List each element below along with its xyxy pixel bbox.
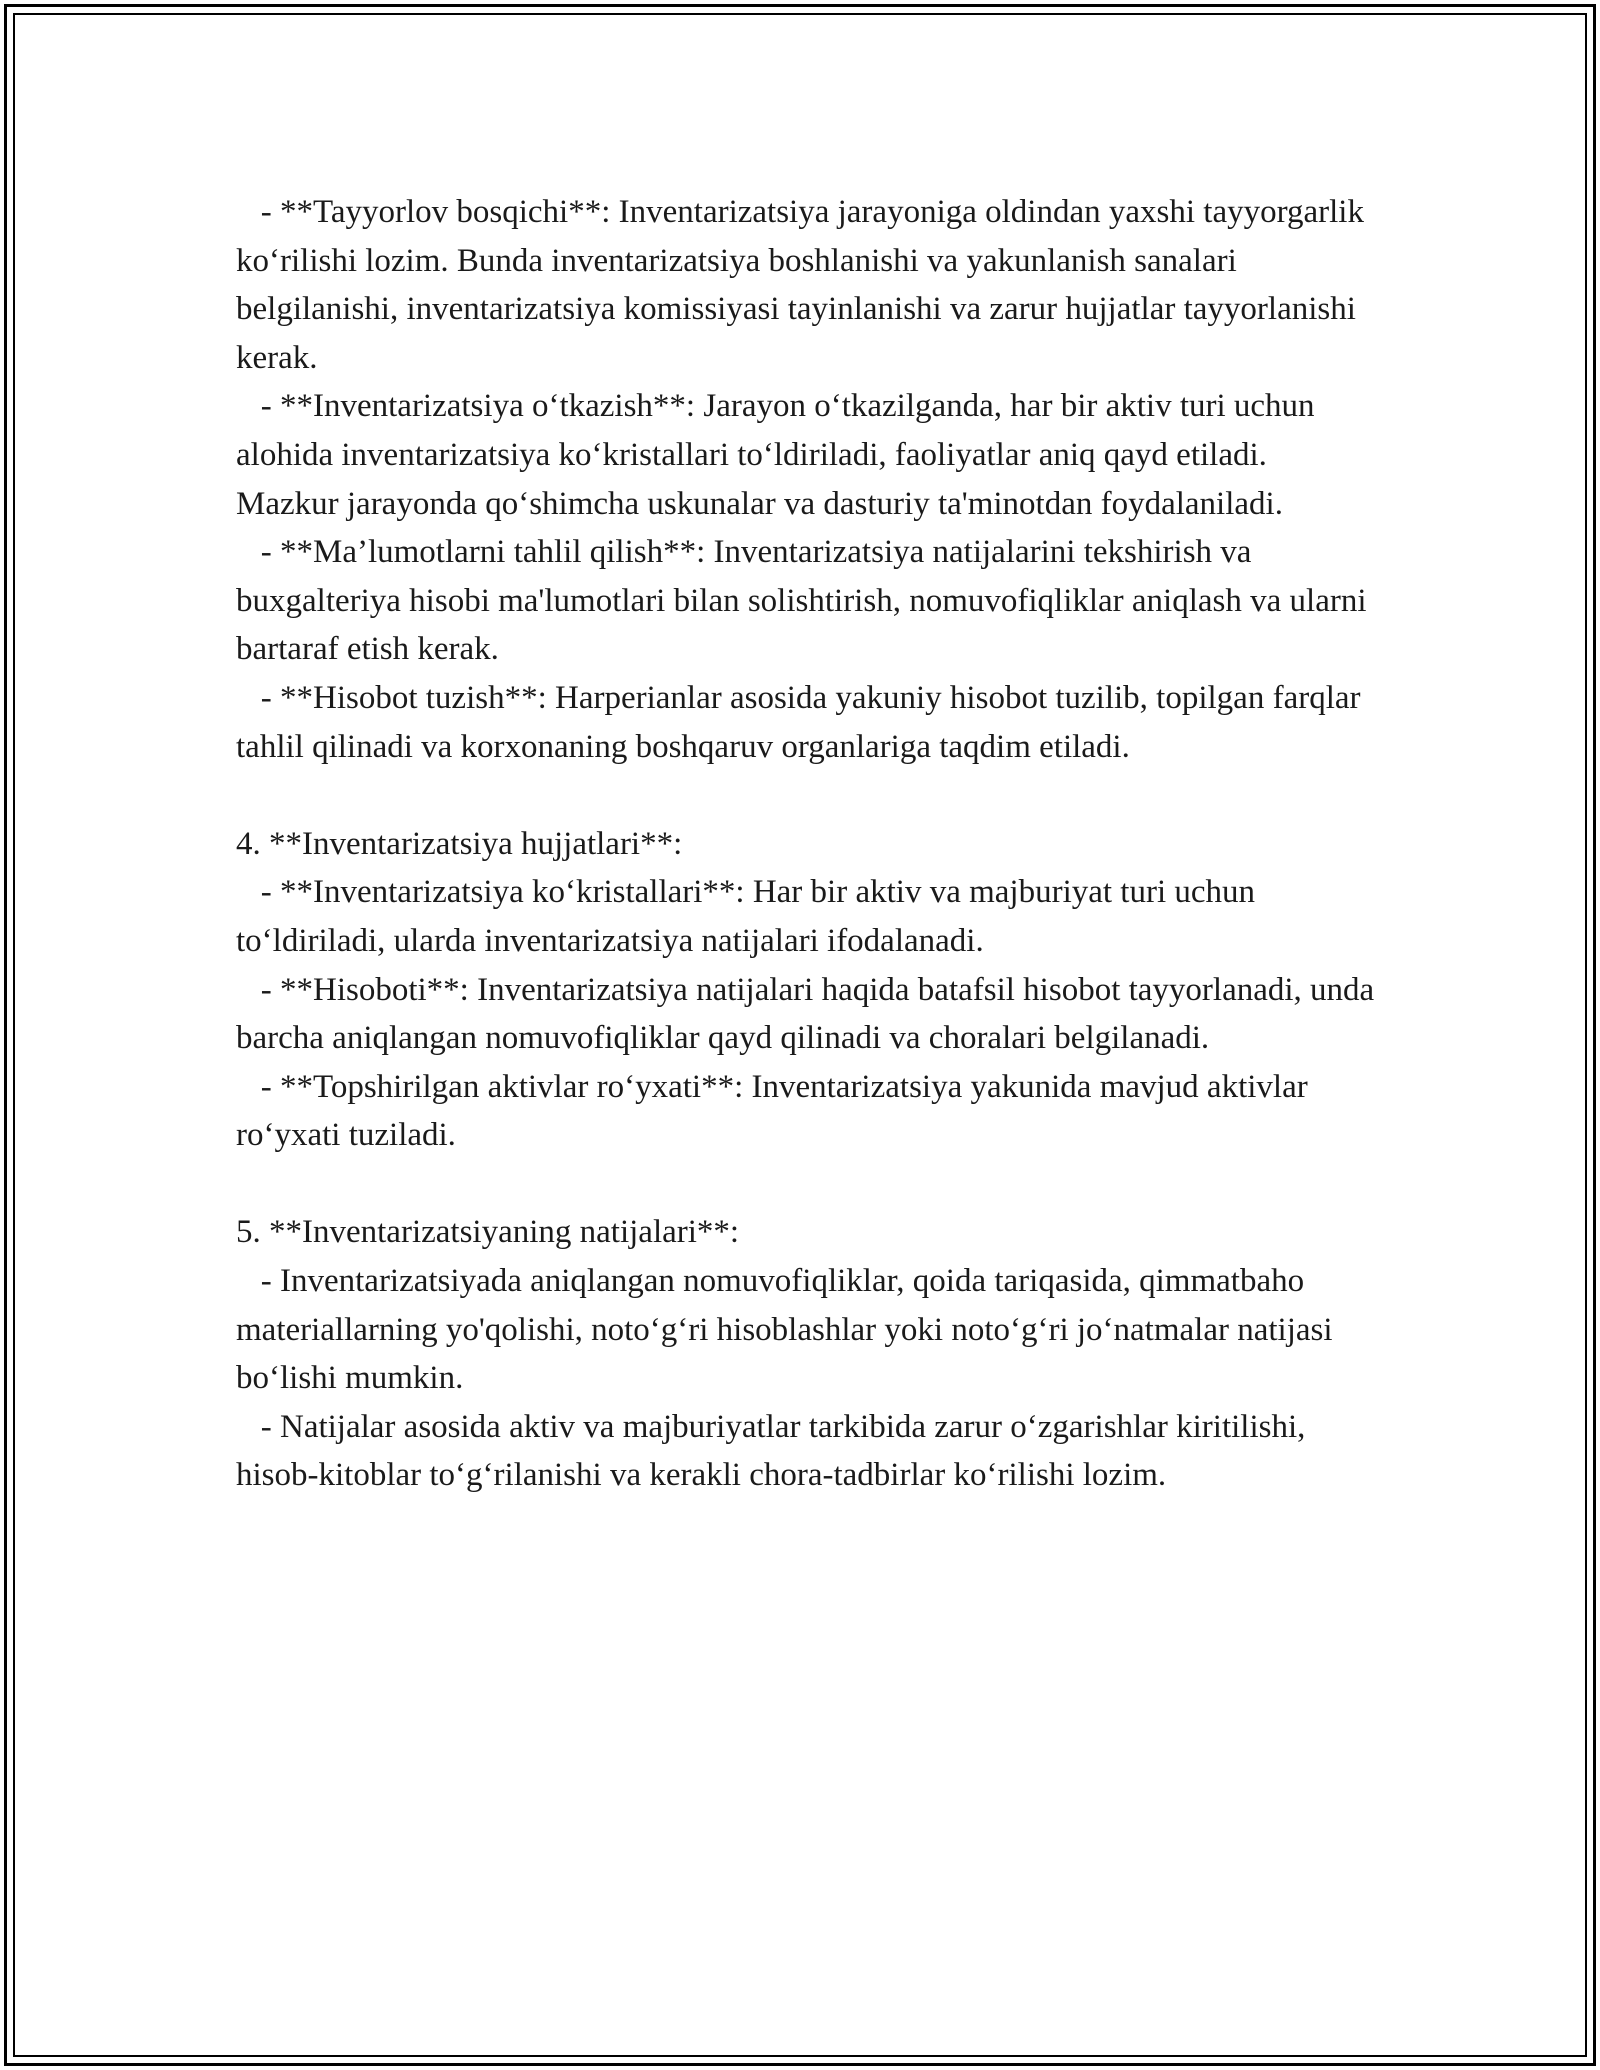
paragraph-natijalar-asosida: - Natijalar asosida aktiv va majburiyatlar tarkibida zarur o‘zgarishlar kiritilishi, hisob-kitoblar to‘g‘rilanishi va kerakli chora-tadbirlar ko‘rilishi lozim.	[236, 1408, 1314, 1494]
paragraph-topshirilgan-aktivlar: - **Topshirilgan aktivlar ro‘yxati**: Inventarizatsiya yakunida mavjud aktivlar ro‘yxati tuziladi.	[236, 1068, 1316, 1154]
heading-inventarizatsiyaning-natijalari: 5. **Inventarizatsiyaning natijalari**:	[236, 1214, 740, 1251]
paragraph-inventarizatsiya-otkazish: - **Inventarizatsiya o‘tkazish**: Jarayon o‘tkazilganda, har bir aktiv turi uchun alohida inventarizatsiya ko‘kristallari to‘ldiriladi, faoliyatlar aniq qayd etiladi. Mazkur jarayonda qo‘shimcha uskunalar va dasturiy ta'minotdan foydalaniladi.	[236, 388, 1323, 522]
paragraph-tayyorlov-bosqichi: - **Tayyorlov bosqichi**: Inventarizatsiya jarayoniga oldindan yaxshi tayyorgarlik ko‘rilishi lozim. Bunda inventarizatsiya boshlanishi va yakunlanish sanalari belgilanishi, inventarizatsiya komissiyasi tayinlanishi va zarur hujjatlar tayyorlanishi kerak.	[236, 194, 1373, 376]
paragraph-kokristallari: - **Inventarizatsiya ko‘kristallari**: Har bir aktiv va majburiyat turi uchun to‘ldiriladi, ularda inventarizatsiya natijalari ifodalanadi.	[236, 874, 1264, 959]
paragraph-spacer	[236, 1160, 1376, 1209]
paragraph-hisobot-tuzish: - **Hisobot tuzish**: Harperianlar asosida yakuniy hisobot tuzilib, topilgan farqlar tahlil qilinadi va korxonaning boshqaruv organlariga taqdim etiladi.	[236, 679, 1369, 765]
paragraph-spacer	[236, 771, 1376, 820]
document-body	[236, 188, 1383, 1500]
paragraph-malumotlarni-tahlil: - **Ma’lumotlarni tahlil qilish**: Inventarizatsiya natijalarini tekshirish va buxgalteriya hisobi ma'lumotlari bilan solishtirish, nomuvofiqliklar aniqlash va ularni bartaraf etish kerak.	[236, 534, 1375, 668]
paragraph-nomuvofiqliklar: - Inventarizatsiyada aniqlangan nomuvofiqliklar, qoida tariqasida, qimmatbaho materiallarning yo'qolishi, noto‘g‘ri hisoblashlar yoki noto‘g‘ri jo‘natmalar natijasi bo‘lishi mumkin.	[236, 1263, 1341, 1397]
heading-inventarizatsiya-hujjatlari: 4. **Inventarizatsiya hujjatlari**:	[236, 825, 683, 862]
paragraph-hisoboti: - **Hisoboti**: Inventarizatsiya natijalari haqida batafsil hisobot tayyorlanadi, unda barcha aniqlangan nomuvofiqliklar qayd qilinadi va choralari belgilanadi.	[236, 971, 1383, 1057]
